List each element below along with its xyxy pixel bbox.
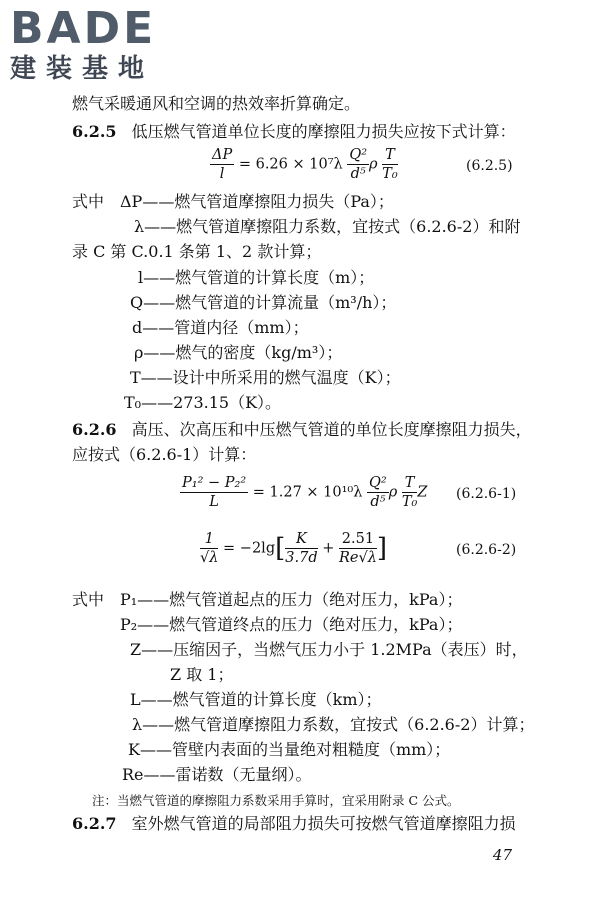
eq-lhs: $\frac{1}{√\lambda}$ [200,531,219,566]
logo-mark: BADE [10,3,157,54]
var-lambda-cont: 录 C 第 C.0.1 条第 1、2 款计算； [72,242,322,261]
eq-plus: + [322,540,335,557]
equation-number: (6.2.6-1) [456,486,517,502]
eq-q-frac: $\frac{\text{Q²}}{\text{d⁵}}$ [369,475,387,510]
section-number: 6.2.6 [72,420,117,439]
eq-t-frac: $\frac{T}{\text{T₀}}$ [401,475,418,510]
var-p2: P₂——燃气管道终点的压力（绝对压力，kPa）； [120,615,463,634]
section-6-2-6 [72,420,532,440]
eq-rho: ρ [388,484,398,501]
section-number: 6.2.7 [72,814,117,833]
section-6-2-6-cont: 应按式（6.2.6-1）计算： [72,445,257,464]
left-bracket: [ [275,533,286,564]
section-text: 高压、次高压和中压燃气管道的单位长度摩擦阻力损失， [131,420,532,439]
section-6-2-7 [72,814,516,834]
var-z-cont: Z 取 1； [170,665,234,684]
logo-subtitle: 建装基地 [10,54,155,84]
equation-6-2-6-1 [180,474,427,511]
var-t0: T₀——273.15（K）。 [124,393,282,412]
var-d: d——管道内径（mm）； [132,318,309,337]
eq-lhs: $\frac{\text{P₁² − P₂²}}{L}$ [182,475,247,510]
var-rho: ρ——燃气的密度（kg/m³）； [134,343,343,362]
eq-re-frac: $\frac{2.51}{Re√\lambda}$ [338,531,377,566]
section-text: 低压燃气管道单位长度的摩擦阻力损失应按下式计算： [131,122,516,141]
intro-line: 燃气采暖通风和空调的热效率折算确定。 [72,94,361,113]
shizhong-label: 式中 [72,590,105,609]
var-delta-p: ΔP——燃气管道摩擦阻力损失（Pa）； [120,192,394,211]
bade-logo [10,3,180,86]
var-k: K——管壁内表面的当量绝对粗糙度（mm）； [128,740,451,759]
eq-t-frac: $\frac{T}{\text{T₀}}$ [382,147,398,182]
var-z: Z——压缩因子，当燃气压力小于 1.2MPa（表压）时， [130,640,528,659]
section-number: 6.2.5 [72,122,117,141]
var-l: l——燃气管道的计算长度（m）； [138,268,375,287]
eq-coef: = 6.26 × 10⁷λ [238,156,343,173]
eq-rho: ρ [369,156,378,173]
eq-lhs: $\frac{\Delta P}{l}$ [212,147,233,182]
eq-q-frac: $\frac{\text{Q²}}{\text{d⁵}}$ [349,147,368,182]
eq-coef: = −2lg [223,540,276,557]
section-6-2-5 [72,122,516,142]
equation-6-2-5 [210,146,398,183]
var-p1: P₁——燃气管道起点的压力（绝对压力，kPa）； [120,590,463,609]
var-t: T——设计中所采用的燃气温度（K）； [130,368,401,387]
eq-z: Z [417,484,428,501]
var-lambda: λ——燃气管道摩擦阻力系数，宜按式（6.2.6-2）和附 [134,217,521,236]
section-text: 室外燃气管道的局部阻力损失可按燃气管道摩擦阻力损 [131,814,516,833]
eq-coef: = 1.27 × 10¹⁰λ [252,484,363,501]
var-lambda-2: λ——燃气管道摩擦阻力系数，宜按式（6.2.6-2）计算； [132,715,535,734]
equation-number: (6.2.6-2) [456,542,517,558]
var-re: Re——雷诺数（无量纲）。 [122,765,312,784]
right-bracket: ] [376,533,388,564]
equation-6-2-6-2 [200,530,387,567]
page-number: 47 [492,846,512,864]
note: 注：当燃气管道的摩擦阻力系数采用手算时，宜采用附录 C 公式。 [92,793,460,808]
equation-number: (6.2.5) [466,158,513,174]
var-l-km: L——燃气管道的计算长度（km）； [130,690,382,709]
var-q: Q——燃气管道的计算流量（m³/h）； [130,293,397,312]
shizhong-label: 式中 [72,192,105,211]
eq-k-frac: $\frac{K}{3.7d}$ [285,531,318,566]
